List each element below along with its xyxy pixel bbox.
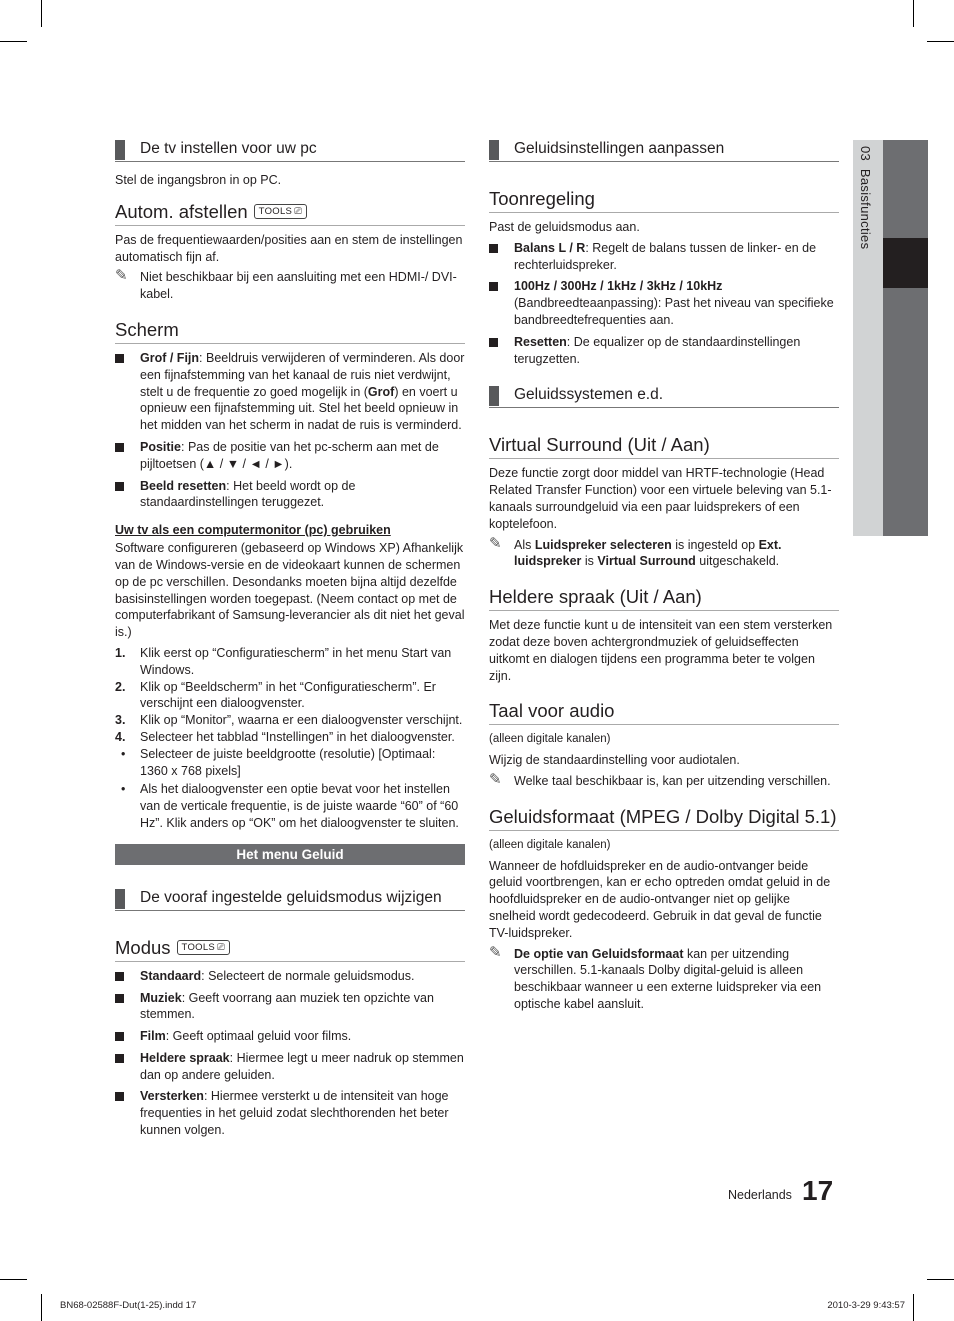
crop-mark (913, 1294, 914, 1321)
note-text: is ingesteld op (671, 537, 759, 552)
audio-title-text: Taal voor audio (489, 700, 615, 722)
monitor-subheading: Uw tv als een computermonitor (pc) gebruiken (115, 523, 391, 538)
note-term: Ext. luidspreker (514, 537, 782, 569)
item-text: : Selecteert de normale geluidsmodus. (201, 968, 415, 983)
step-number: 4. (115, 729, 126, 744)
step-item (115, 645, 465, 679)
section-heading-sound: Geluidsinstellingen aanpassen (489, 138, 839, 162)
tools-icon: ⎚ (217, 942, 225, 954)
vs-note (489, 534, 839, 571)
step-item (115, 729, 465, 746)
item-term: Balans L / R (514, 240, 586, 255)
crop-mark (927, 41, 954, 42)
list-item (115, 439, 465, 473)
bullet-square-icon (489, 244, 498, 253)
item-term: Grof / Fijn (140, 350, 200, 365)
slug-file: BN68-02588F-Dut(1-25).indd 17 (60, 1300, 197, 1311)
audio-sub: (alleen digitale kanalen) (489, 733, 611, 746)
item-text: ) en voert u opnieuw een fijnafstemming uit. Stel het beeld opnieuw in het midden van het scherm in nadat de ruis is verminderd. (140, 384, 462, 433)
item-term: Versterken (140, 1089, 204, 1104)
bullet-dot-icon: • (121, 746, 126, 761)
step-number: 2. (115, 679, 126, 694)
note-term: De optie van Geluidsformaat (514, 946, 684, 961)
item-text: : Geeft optimaal geluid voor films. (165, 1029, 352, 1044)
list-item (115, 1028, 465, 1045)
bullet-square-icon (489, 282, 498, 291)
list-item (115, 968, 465, 985)
bullet-square-icon (115, 482, 124, 491)
item-text: : Het beeld wordt op de standaardinstellingen teruggezet. (140, 478, 356, 510)
modus-title (115, 937, 465, 962)
crop-mark (0, 41, 27, 42)
bullet-square-icon (115, 972, 124, 981)
step-text: Klik op “Beeldscherm” in het “Configuratiescherm”. Er verschijnt een dialoogvenster. (140, 679, 436, 711)
item-term: Film (140, 1029, 166, 1044)
toon-title-text: Toonregeling (489, 188, 595, 209)
audio-note-text: Welke taal beschikbaar is, kan per uitzending verschillen. (514, 773, 831, 788)
list-item (489, 334, 839, 368)
step-text: Selecteer het tabblad “Instellingen” in het dialoogvenster. (140, 729, 455, 744)
crop-mark (913, 0, 914, 27)
menu-banner: Het menu Geluid (115, 844, 465, 865)
footer-language: Nederlands (728, 1188, 792, 1202)
tools-badge-label: TOOLS (181, 942, 216, 954)
tools-badge-label: TOOLS (258, 206, 293, 218)
item-text: : Hiermee versterkt u de intensiteit van hoge frequenties in het geluid zodat slechthorenden het beter kunnen volgen. (140, 1089, 449, 1138)
note-text: is (581, 554, 598, 569)
item-term: Standaard (140, 968, 202, 983)
note-pencil-icon: ✎ (489, 943, 502, 961)
item-text: : Geeft voorrang aan muziek ten opzichte van stemmen. (140, 990, 434, 1022)
pc-intro: Stel de ingangsbron in op PC. (115, 173, 282, 187)
item-text: (Bandbreedteaanpassing): Past het niveau van specifieke bandbreedtefrequenties aan. (514, 296, 834, 327)
format-text: Wanneer de hofdluidspreker en de audio-ontvanger beide geluid voortbrengen, kan er echo optreden omdat geluid in de hoofdluidspreker en de audio-ontvanger niet op gelijke snelheid wordt gedecodeerd. Gebruik in dat geval de functie TV-luidspreker. (489, 858, 831, 940)
step-text: Klik op “Monitor”, waarna er een dialoogvenster verschijnt. (140, 713, 463, 728)
note-term: Virtual Surround (597, 554, 696, 569)
item-term: Resetten (514, 334, 567, 349)
item-text: : Beeldruis verwijderen of verminderen. Als door een fijnafstemming van het kanaal de ruis niet verdwijnt, stelt u de frequentie zo goed mogelijk in ( (140, 350, 465, 399)
item-term: Muziek (140, 990, 182, 1005)
step-number: 3. (115, 713, 126, 728)
format-title-text: Geluidsformaat (MPEG / Dolby Digital 5.1) (489, 805, 837, 827)
dot-item (115, 746, 465, 780)
crop-mark (927, 1279, 954, 1280)
audio-text: Wijzig de standaardinstelling voor audiotalen. (489, 753, 740, 768)
chapter-title: Basisfuncties (858, 168, 873, 250)
autom-text: Pas de frequentiewaarden/posities aan en stem de instellingen automatisch fijn af. (115, 232, 463, 264)
item-term: Beeld resetten (140, 478, 227, 493)
bullet-square-icon (115, 443, 124, 452)
tools-badge (177, 940, 230, 955)
tools-badge (254, 204, 307, 219)
crop-mark (41, 0, 42, 27)
item-text: : Hiermee legt u meer nadruk op stemmen dan op andere geluiden. (140, 1050, 464, 1082)
dot-item (115, 781, 465, 831)
note-text: kan per uitzending verschillen. 5.1-kanaals Dolby digital-geluid is alleen beschikbaar wanneer u een externe luidspreker via een optische kabel aansluit. (514, 946, 822, 1011)
list-item (115, 1050, 465, 1084)
note-term: Luidspreker selecteren (534, 537, 672, 552)
item-text: : De equalizer op de standaardinstellingen terugzetten. (514, 334, 801, 366)
vs-text: Deze functie zorgt door middel van HRTF-technologie (Head Related Transfer Function) voor een virtuele beleving van 5.1-kanaals surroundgeluid via een paar luidsprekers of een koptelefoon. (489, 466, 832, 531)
list-item (115, 478, 465, 512)
section-heading-systems: Geluidssystemen e.d. (489, 384, 839, 408)
format-note (489, 943, 839, 1013)
note-text: Als (514, 537, 535, 552)
scherm-title (115, 319, 465, 344)
list-item (489, 278, 839, 328)
item-term: Positie (140, 439, 181, 454)
list-item (115, 350, 465, 434)
list-item (489, 240, 839, 274)
step-item (115, 712, 465, 729)
item-text: : Regelt de balans tussen de linker- en de rechterluidspreker. (514, 240, 817, 272)
step-item (115, 679, 465, 713)
bullet-square-icon (115, 1032, 124, 1041)
heldere-spraak-title (489, 586, 839, 611)
bullet-square-icon (115, 1092, 124, 1101)
bullet-square-icon (115, 354, 124, 363)
section-heading-pc: De tv instellen voor uw pc (115, 138, 465, 162)
hs-text: Met deze functie kunt u de intensiteit van een stem versterken zodat deze boven achtergrondmuziek of geluidseffecten uitkomt en dialogen tijdens een programma beter te volgen zijn. (489, 618, 833, 683)
scherm-title-text: Scherm (115, 318, 179, 340)
toonregeling-title (489, 188, 839, 213)
bullet-square-icon (115, 1054, 124, 1063)
format-sub: (alleen digitale kanalen) (489, 838, 611, 851)
hs-title-text: Heldere spraak (Uit / Aan) (489, 586, 702, 608)
page-number: 17 (802, 1175, 834, 1206)
dot-text: Als het dialoogvenster een optie bevat voor het instellen van de verticale frequentie, is de juiste waarde “60” of “60 Hz”. Klik anders op “OK” om het dialoogvenster te sluiten. (140, 782, 459, 830)
list-item (115, 990, 465, 1024)
slug-date: 2010-3-29 9:43:57 (827, 1300, 905, 1311)
step-text: Klik eerst op “Configuratiescherm” in het menu Start van Windows. (140, 645, 452, 677)
virtual-surround-title (489, 434, 839, 459)
monitor-text: Software configureren (gebaseerd op Windows XP) Afhankelijk van de Windows-versie en de videokaart kunnen de schermen op de pc verschillen. Desondanks moeten bijna altijd dezelfde basisinstellingen worden toegepast. (Neem contact op met de computerfabrikant of Samsung-leverancier als dit niet het geval is.) (115, 541, 465, 640)
chapter-number: 03 (858, 146, 873, 162)
note-pencil-icon: ✎ (115, 267, 128, 285)
vs-title-text: Virtual Surround (Uit / Aan) (489, 434, 710, 456)
right-column (489, 138, 839, 1017)
item-text: : Pas de positie van het pc-scherm aan met de pijltoetsen (▲ / ▼ / ◄ / ►). (140, 439, 439, 471)
audio-note (489, 770, 839, 790)
chapter-side-tab-dark (883, 140, 928, 536)
item-term: Heldere spraak (140, 1050, 230, 1065)
item-term: Grof (367, 384, 395, 399)
dot-text: Selecteer de juiste beeldgrootte (resolutie) [Optimaal: 1360 x 768 pixels] (140, 746, 436, 778)
note-pencil-icon: ✎ (489, 534, 502, 552)
note-pencil-icon: ✎ (489, 770, 502, 788)
item-term: 100Hz / 300Hz / 1kHz / 3kHz / 10kHz (514, 279, 723, 294)
geluidsformaat-title (489, 806, 839, 831)
crop-mark (0, 1279, 27, 1280)
left-column (115, 138, 465, 1144)
autom-note (115, 269, 465, 303)
modus-title-text: Modus (115, 936, 171, 958)
note-text: uitgeschakeld. (695, 554, 780, 569)
list-item (115, 1088, 465, 1138)
autom-title-text: Autom. afstellen (115, 200, 248, 222)
autom-note-text: Niet beschikbaar bij een aansluiting met een HDMI-/ DVI-kabel. (140, 270, 457, 302)
taal-voor-audio-title (489, 700, 839, 725)
chapter-side-tab-marker (883, 238, 928, 288)
toon-intro: Past de geluidsmodus aan. (489, 220, 640, 234)
crop-mark (41, 1294, 42, 1321)
tools-icon: ⎚ (294, 206, 303, 218)
bullet-dot-icon: • (121, 782, 126, 797)
bullet-square-icon (115, 994, 124, 1003)
autom-afstellen-title (115, 201, 465, 226)
step-number: 1. (115, 645, 126, 660)
chapter-label (858, 146, 873, 249)
section-heading-preset: De vooraf ingestelde geluidsmodus wijzigen (115, 887, 465, 911)
bullet-square-icon (489, 338, 498, 347)
